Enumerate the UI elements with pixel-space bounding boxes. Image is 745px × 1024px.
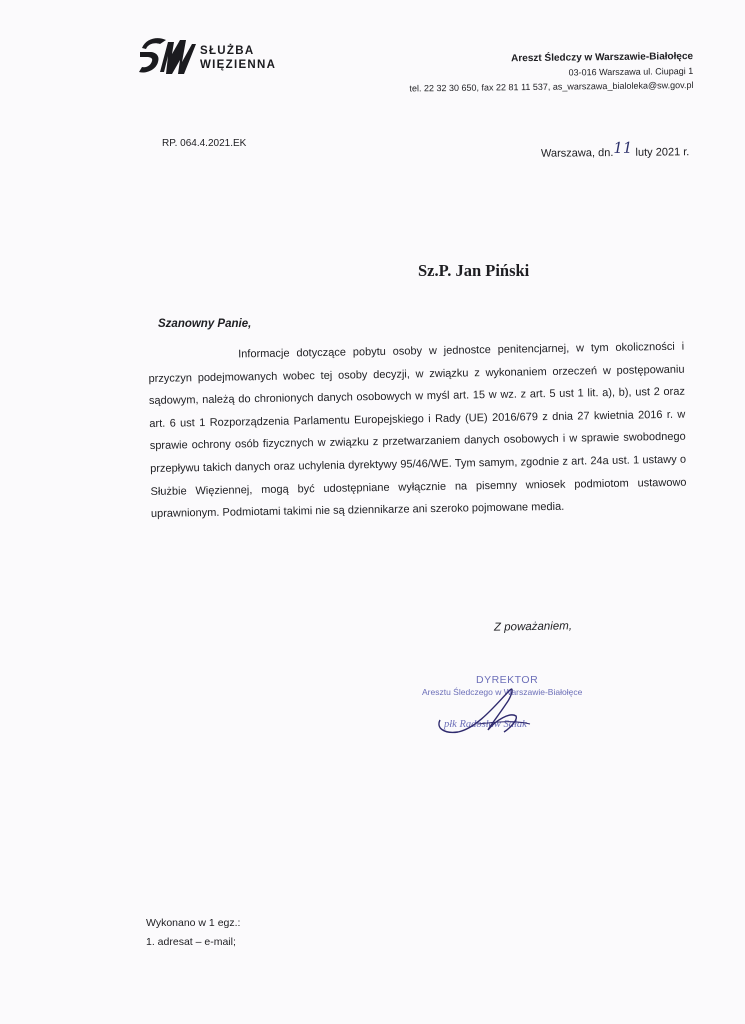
director-stamp xyxy=(418,672,608,752)
sender-contact: tel. 22 32 30 650, fax 22 81 11 537, as_warszawa_bialoleka@sw.gov.pl xyxy=(409,79,694,94)
letter-body: Informacje dotyczące pobytu osoby w jednostce penitencjarnej, w tym okoliczności i przyczyn podejmowanych wobec tej osoby decyzji, w związku z wykonaniem orzeczeń w postępowaniu sądowym, należą do chronionych danych osobowych w myśl art. 15 w wz. z art. 5 ust 1 lit. a), b), ust 2 oraz art. 6 ust 1 Rozporządzenia Parlamentu Europejskiego i Rady (UE) 2016/679 z dnia 27 kwietnia 2016 r. w sprawie ochrony osób fizycznych w związku z przetwarzaniem danych osobowych i w sprawie swobodnego przepływu takich danych oraz uchylenia dyrektywy 95/46/WE. Tym samym, zgodnie z art. 24a ust. 1 ustawy o Służbie Więziennej, mogą być udostępniane wyłącznie na pisemny wniosek podmiotom ustawowo uprawnionym. Podmiotami takimi nie są dziennikarze ani szeroko pojmowane media. xyxy=(148,340,687,521)
sender-address: 03-016 Warszawa ul. Ciupagi 1 xyxy=(568,65,694,78)
logo-line-1: SŁUŻBA xyxy=(200,45,255,57)
closing-phrase: Z poważaniem, xyxy=(493,620,573,634)
salutation: Szanowny Panie, xyxy=(158,318,252,330)
date-day-handwritten: 11 xyxy=(612,138,633,158)
stamp-person: płk Radosław Sałak xyxy=(444,719,527,730)
sw-emblem-icon xyxy=(136,32,198,82)
stamp-title: DYREKTOR xyxy=(476,674,539,686)
recipient-name: Sz.P. Jan Piński xyxy=(418,261,530,280)
date-prefix: Warszawa, dn. xyxy=(540,147,614,160)
footer-line-1: Wykonano w 1 egz.: xyxy=(146,917,241,929)
logo-line-2: WIĘZIENNA xyxy=(200,59,277,71)
date-suffix: luty 2021 r. xyxy=(635,146,690,159)
sender-name: Areszt Śledczy w Warszawie-Białołęce xyxy=(511,50,694,65)
sender-block xyxy=(409,50,693,95)
reference-number: RP. 064.4.2021.EK xyxy=(162,138,247,149)
signature-icon xyxy=(418,672,608,752)
letter-date xyxy=(540,138,690,161)
service-logo xyxy=(136,32,276,82)
stamp-org: Aresztu Śledczego w Warszawie-Białołęce xyxy=(422,687,583,697)
footer-notes xyxy=(146,914,240,952)
footer-line-2: 1. adresat – e-mail; xyxy=(146,936,236,948)
